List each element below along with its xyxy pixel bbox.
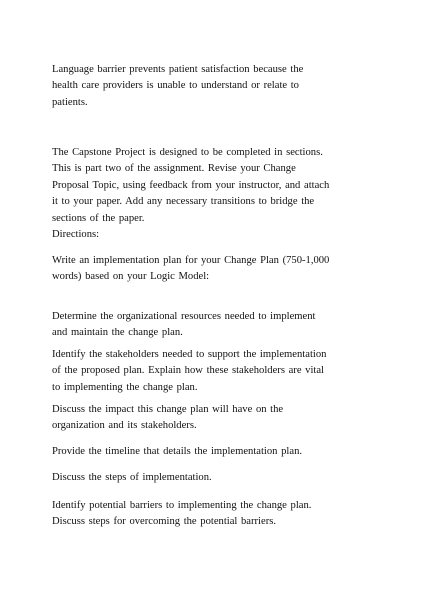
paragraph-steps: Discuss the steps of implementation. xyxy=(52,472,212,483)
paragraph-directions-heading: Directions: xyxy=(52,229,100,240)
paragraph-implementation-plan: Write an implementation plan for your Change Plan (750-1,000 words) based on your Logic Model: xyxy=(52,255,330,283)
paragraph-timeline: Provide the timeline that details the implementation plan. xyxy=(52,446,303,457)
paragraph-capstone-intro: The Capstone Project is designed to be completed in sections. This is part two of the assignment. Revise your Change Proposal Topic, using feedback from your instructor, and attach it to your paper. Add any necessary transitions to bridge the sections of the paper. xyxy=(52,147,330,224)
paragraph-organizational-resources: Determine the organizational resources needed to implement and maintain the change plan. xyxy=(52,311,316,339)
paragraph-language-barrier: Language barrier prevents patient satisfaction because the health care providers is unable to understand or relate to patients. xyxy=(52,64,304,108)
paragraph-barriers: Identify potential barriers to implementing the change plan. Discuss steps for overcoming the potential barriers. xyxy=(52,500,312,528)
paragraph-stakeholders: Identify the stakeholders needed to support the implementation of the proposed plan. Explain how these stakeholders are vital to implementing the change plan. xyxy=(52,349,327,393)
paragraph-impact: Discuss the impact this change plan will have on the organization and its stakeholders. xyxy=(52,404,284,432)
